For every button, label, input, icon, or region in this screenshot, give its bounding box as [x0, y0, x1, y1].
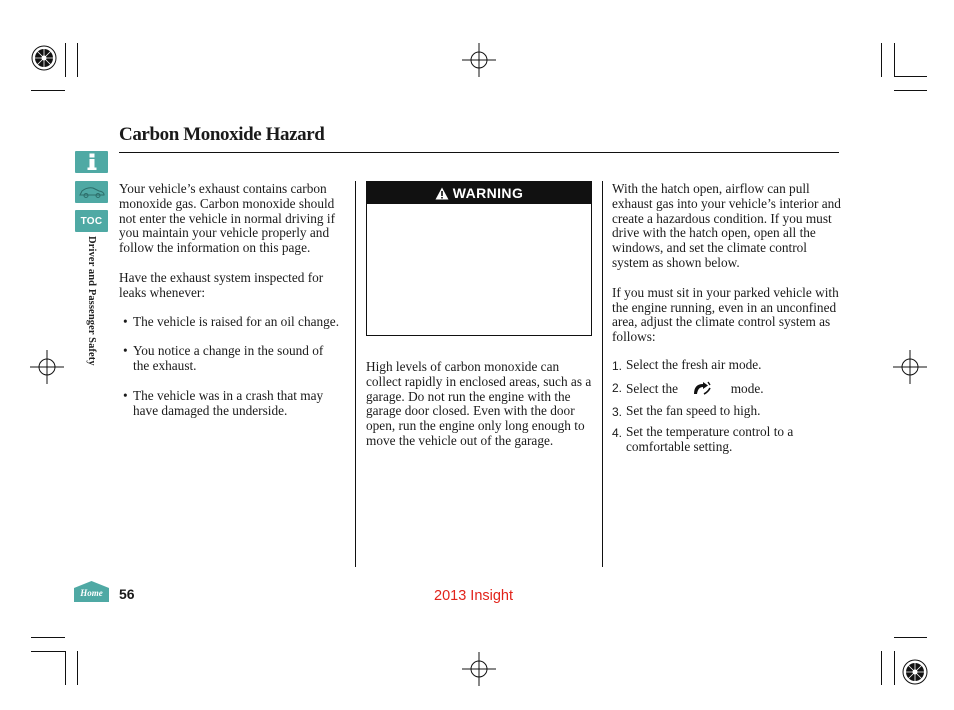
vehicle-button[interactable] — [75, 181, 108, 203]
registration-crosshair-icon — [30, 350, 64, 384]
crop-mark — [881, 43, 882, 77]
step-text: mode. — [730, 380, 764, 396]
column-divider — [602, 181, 603, 567]
column-2 — [366, 360, 596, 464]
crop-mark — [65, 651, 66, 685]
registration-sunburst-icon — [902, 659, 928, 685]
crop-mark — [31, 637, 65, 638]
crop-mark — [894, 76, 927, 77]
page-title: Carbon Monoxide Hazard — [119, 124, 325, 145]
crop-mark — [894, 651, 895, 685]
registration-sunburst-icon — [31, 45, 57, 71]
list-item: • The vehicle is raised for an oil change. — [119, 315, 341, 330]
section-label: Driver and Passenger Safety — [86, 236, 97, 366]
home-label: Home — [80, 588, 103, 598]
crop-mark — [894, 43, 895, 77]
step-item — [612, 380, 842, 397]
crop-mark — [65, 43, 66, 77]
toc-button[interactable] — [75, 210, 108, 232]
warning-body: High levels of carbon monoxide can collect rapidly in enclosed areas, such as a garage. Do not run the engine with the garage door closed. Even with the door open, run the engine only long enough to move the vehicle out of the garage. — [366, 359, 592, 448]
inspect-paragraph: Have the exhaust system inspected for leaks whenever: — [119, 269, 324, 300]
warning-box — [366, 181, 592, 336]
fresh-air-mode-icon — [691, 380, 713, 396]
car-icon — [78, 185, 106, 199]
step-number: 2. — [612, 380, 623, 395]
step-text: Set the fan speed to high. — [626, 402, 761, 418]
footer-model: 2013 Insight — [434, 588, 514, 604]
warning-triangle-icon — [435, 187, 449, 200]
step-item — [612, 358, 842, 373]
step-number: 4. — [612, 426, 623, 441]
info-icon — [86, 153, 98, 171]
crop-mark — [31, 651, 65, 652]
column-1 — [119, 182, 341, 434]
toc-label: TOC — [80, 215, 103, 227]
step-text: Set the temperature control to a comfortable setting. — [626, 424, 794, 455]
step-number: 1. — [612, 358, 623, 373]
column-divider — [355, 181, 356, 567]
step-item — [612, 425, 842, 455]
hatch-paragraph: With the hatch open, airflow can pull exhaust gas into your vehicle’s interior and create a hazardous condition. If you must drive with the hatch open, open all the windows, and set the climate control system as shown below. — [612, 181, 841, 270]
crop-mark — [894, 90, 927, 91]
list-item: • You notice a change in the sound of the exhaust. — [119, 344, 341, 374]
crop-mark — [77, 651, 78, 685]
home-button[interactable] — [73, 580, 110, 603]
crop-mark — [31, 90, 65, 91]
info-button[interactable] — [75, 151, 108, 173]
step-text: Select the fresh air mode. — [626, 356, 762, 372]
crop-mark — [881, 651, 882, 685]
step-text: Select the — [626, 380, 679, 396]
registration-crosshair-icon — [462, 43, 496, 77]
column-3 — [612, 182, 842, 462]
registration-crosshair-icon — [462, 652, 496, 686]
intro-paragraph: Your vehicle’s exhaust contains carbon monoxide gas. Carbon monoxide should not enter the vehicle in normal driving if you maintain your vehicle properly and follow the information on this page. — [119, 181, 336, 256]
warning-header — [367, 182, 591, 204]
inspection-list — [119, 315, 341, 419]
crop-mark — [77, 43, 78, 77]
crop-mark — [894, 637, 927, 638]
title-rule — [119, 152, 839, 153]
registration-crosshair-icon — [893, 350, 927, 384]
parked-paragraph: If you must sit in your parked vehicle with the engine running, even in an unconfined area, adjust the climate control system as follows: — [612, 284, 839, 345]
climate-steps — [612, 358, 842, 455]
page-number: 56 — [119, 586, 135, 602]
warning-label: WARNING — [452, 185, 524, 201]
list-item: • The vehicle was in a crash that may have damaged the underside. — [119, 389, 341, 419]
step-number: 3. — [612, 404, 623, 419]
step-item — [612, 404, 842, 419]
